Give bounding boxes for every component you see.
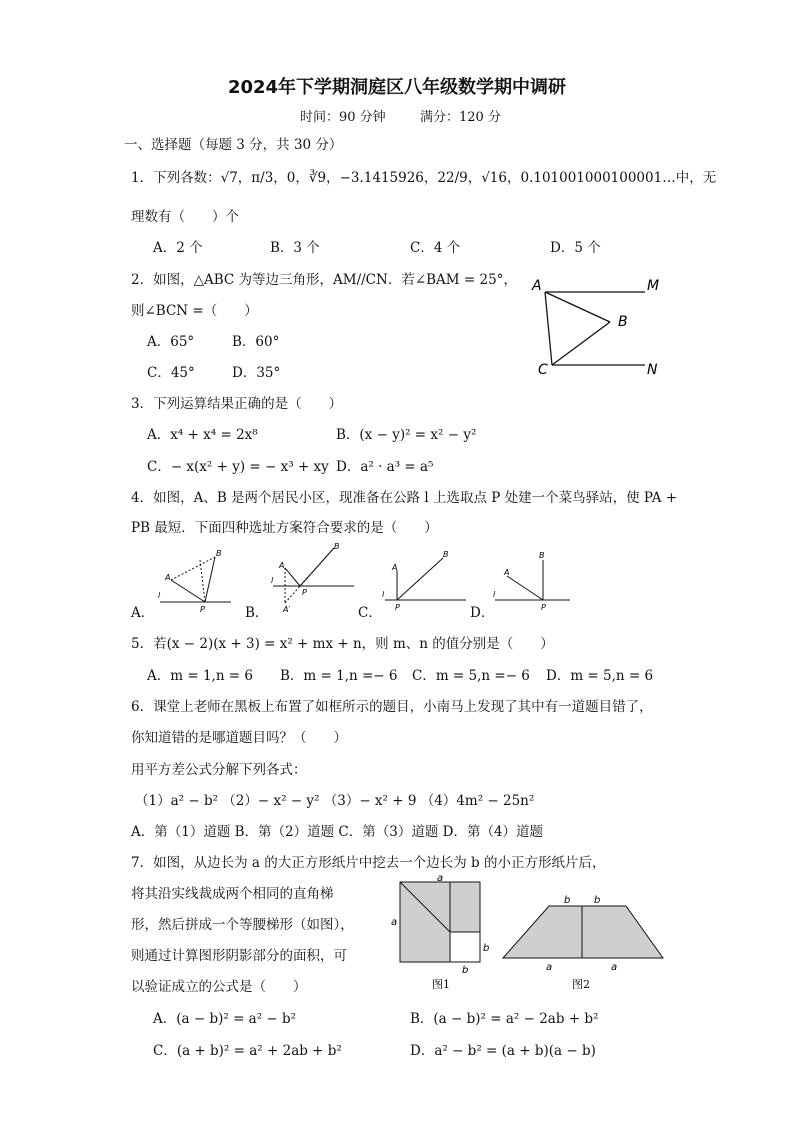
page-title: 2024年下学期洞庭区八年级数学期中调研 — [227, 77, 567, 98]
q4-stem: 4．如图，A、B 是两个居民小区，现准备在公路 l 上选取点 P 处建一个菜鸟驿站，使 PA + — [131, 490, 678, 506]
q7-option-b: B．(a − b)² = a² − 2ab + b² — [410, 1011, 599, 1027]
label-c: C — [538, 362, 548, 378]
q1-option-b: B．3 个 — [270, 240, 320, 256]
q4-figure-a — [155, 550, 235, 615]
q2-triangle-figure — [530, 278, 670, 378]
q7-line-1: 将其沿实线裁成两个相同的直角梯 — [131, 886, 334, 902]
q7-stem: 7．如图，从边长为 a 的大正方形纸片中挖去一个边长为 b 的小正方形纸片后， — [131, 855, 606, 871]
q3-option-d: D．a² · a³ = a⁵ — [336, 459, 434, 475]
q1-option-a: A．2 个 — [153, 240, 203, 256]
label-b: B — [216, 549, 222, 558]
label-a-1: a — [546, 962, 553, 973]
label-n: N — [647, 362, 658, 378]
exam-score: 满分：120 分 — [420, 110, 501, 125]
label-a-top: a — [437, 873, 444, 884]
q5-option-d: D．m = 5,n = 6 — [546, 668, 654, 684]
q7-figure-1 — [388, 873, 498, 992]
label-b-right: b — [483, 943, 490, 954]
label-p: P — [541, 603, 546, 612]
label-a: A — [532, 278, 542, 294]
q7-option-d: D．a² − b² = (a + b)(a − b) — [410, 1043, 596, 1059]
q2-stem: 2．如图，△ABC 为等边三角形，AM//CN．若∠BAM = 25°， — [131, 272, 517, 288]
q4-figure-c — [380, 548, 470, 615]
label-b: B — [443, 550, 449, 559]
label-a-left: a — [391, 917, 398, 928]
label-l: l — [493, 590, 496, 599]
q6-options: A．第（1）道题 B．第（2）道题 C．第（3）道题 D．第（4）道题 — [131, 824, 544, 840]
q4-stem-2: PB 最短．下面四种选址方案符合要求的是（ ） — [131, 520, 438, 536]
label-b: B — [539, 551, 545, 560]
q7-option-a: A．(a − b)² = a² − b² — [153, 1011, 297, 1027]
label-b-1: b — [564, 895, 571, 906]
q1-stem-2: 理数有（ ）个 — [131, 209, 239, 225]
q7-option-c: C．(a + b)² = a² + 2ab + b² — [153, 1043, 342, 1059]
label-b: B — [334, 542, 340, 551]
q2-option-c: C．45° — [147, 365, 195, 381]
q4-option-b: B． — [245, 605, 269, 621]
label-b: B — [618, 314, 628, 330]
label-p: P — [302, 588, 307, 597]
fig1-caption: 图1 — [432, 978, 450, 991]
label-b-bottom: b — [462, 965, 469, 976]
q6-box-items: （1）a² − b² （2）− x² − y² （3）− x² + 9 （4）4m² − 25n² — [135, 793, 535, 809]
q6-box-title: 用平方差公式分解下列各式： — [131, 762, 307, 778]
label-a-2: a — [611, 962, 618, 973]
q5-option-a: A．m = 1,n = 6 — [147, 668, 254, 684]
q5-option-c: C．m = 5,n =− 6 — [412, 668, 530, 684]
q3-option-c: C．− x(x² + y) = − x³ + xy — [147, 459, 329, 475]
q6-stem: 6．课堂上老师在黑板上布置了如框所示的题目，小南马上发现了其中有一道题目错了， — [131, 699, 653, 715]
label-m: M — [647, 278, 660, 294]
q4-option-d: D． — [470, 605, 495, 621]
q2-option-a: A．65° — [147, 334, 195, 350]
q2-option-b: B．60° — [232, 334, 280, 350]
fig2-caption: 图2 — [572, 978, 590, 991]
label-a: A — [504, 568, 510, 577]
label-b-2: b — [594, 895, 601, 906]
q3-stem: 3．下列运算结果正确的是（ ） — [131, 396, 343, 412]
label-l: l — [382, 590, 385, 599]
label-a: A — [392, 563, 398, 572]
exam-time: 时间：90 分钟 — [300, 110, 386, 125]
q4-option-c: C． — [358, 605, 382, 621]
q4-figure-d — [490, 548, 575, 615]
label-a-prime: A′ — [283, 605, 291, 614]
q2-stem-2: 则∠BCN =（ ） — [131, 303, 258, 319]
q3-option-b: B．(x − y)² = x² − y² — [336, 427, 477, 443]
q7-figure-2 — [498, 893, 668, 993]
q3-option-a: A．x⁴ + x⁴ = 2x⁸ — [147, 427, 258, 443]
label-a: A — [279, 561, 285, 570]
label-a: A — [165, 573, 171, 582]
q6-stem-2: 你知道错的是哪道题目吗？（ ） — [131, 730, 347, 746]
q7-line-3: 则通过计算图形阴影部分的面积，可 — [131, 948, 347, 964]
q4-option-a: A． — [131, 605, 155, 621]
q5-stem: 5．若(x − 2)(x + 3) = x² + mx + n，则 m、n 的值分别是（ ） — [131, 636, 554, 652]
q4-figure-b — [268, 543, 358, 613]
q7-line-2: 形，然后拼成一个等腰梯形（如图）， — [131, 917, 354, 933]
q1-option-d: D．5 个 — [550, 240, 601, 256]
label-l: l — [271, 576, 274, 585]
q7-line-4: 以验证成立的公式是（ ） — [131, 979, 307, 995]
q1-stem: 1．下列各数：√7，π/3，0，∛9，−3.1415926，22/9，√16，0.101001000100001…中，无 — [131, 170, 717, 186]
label-l: l — [158, 591, 161, 600]
label-p: P — [395, 603, 400, 612]
q1-option-c: C．4 个 — [410, 240, 461, 256]
q2-option-d: D．35° — [232, 365, 281, 381]
label-p: P — [200, 605, 205, 614]
q5-option-b: B．m = 1,n =− 6 — [280, 668, 398, 684]
section-heading: 一、选择题（每题 3 分，共 30 分） — [124, 137, 343, 153]
